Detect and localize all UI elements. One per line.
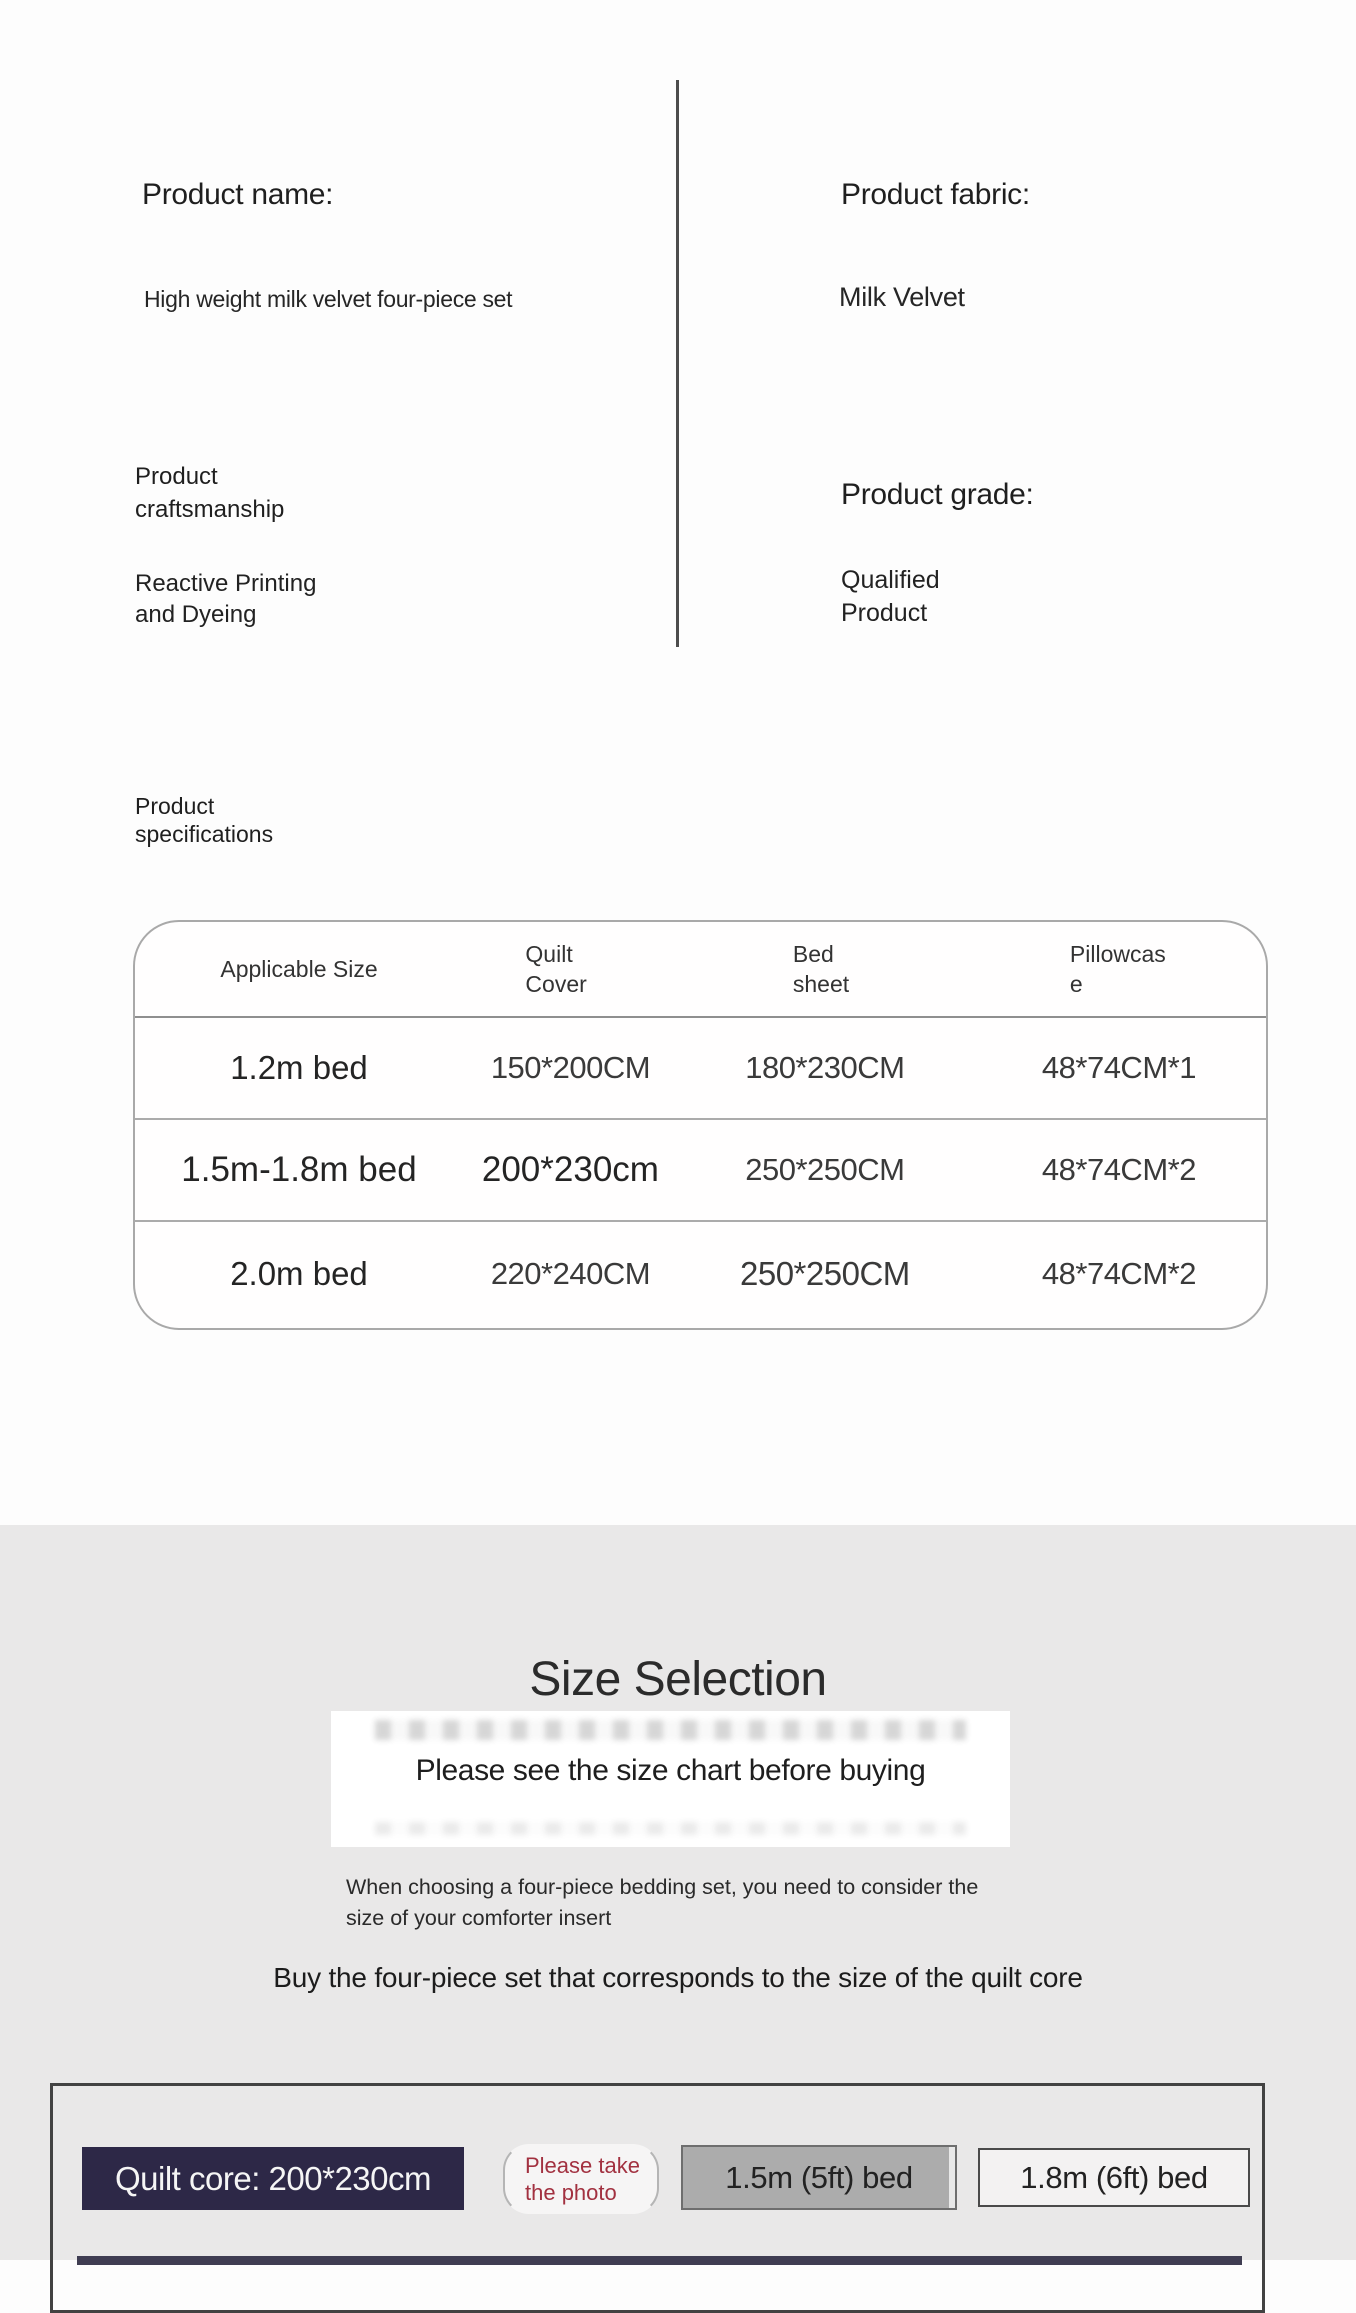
table-row [135, 1018, 1266, 1120]
cell-bed-sheet: 250*250CM [745, 1152, 905, 1187]
cell-size: 1.2m bed [230, 1049, 368, 1086]
product-name-value: High weight milk velvet four-piece set [144, 286, 513, 312]
header-pillowcase: Pillowcase [1069, 941, 1166, 997]
size-chart-notice-box [331, 1711, 1010, 1847]
erased-text-artifact [375, 1720, 966, 1740]
cell-quilt-cover: 200*230cm [481, 1150, 659, 1189]
cell-bed-sheet: 250*250CM [739, 1255, 910, 1292]
cell-pillowcase: 48*74CM*2 [1041, 1256, 1196, 1291]
size-chart-notice: Please see the size chart before buying [415, 1754, 926, 1787]
table-row [135, 1120, 1266, 1222]
product-grade-label: Product grade: [841, 478, 1034, 511]
photo-hint-text: Please take the photo [525, 2153, 640, 2205]
size-selection-title: Size Selection [529, 1653, 827, 1706]
bed-option-1-8m-button[interactable]: 1.8m (6ft) bed [978, 2148, 1250, 2207]
product-craftsmanship-label: Product craftsmanship [135, 463, 285, 523]
cell-bed-sheet: 180*230CM [745, 1050, 905, 1085]
bed-option-1-5m-button[interactable]: 1.5m (5ft) bed [681, 2145, 957, 2210]
header-bed-sheet: Bed sheet [792, 941, 850, 997]
column-divider [676, 80, 679, 647]
spec-table-header-row [135, 922, 1266, 1018]
spec-table [133, 920, 1268, 1330]
product-fabric-value: Milk Velvet [839, 282, 965, 312]
cell-quilt-cover: 150*200CM [490, 1050, 651, 1085]
cell-size: 1.5m-1.8m bed [181, 1150, 417, 1189]
header-quilt-cover: Quilt Cover [525, 941, 587, 997]
cell-pillowcase: 48*74CM*1 [1041, 1050, 1196, 1085]
cell-size: 2.0m bed [230, 1255, 368, 1292]
product-fabric-label: Product fabric: [841, 178, 1030, 211]
product-name-label: Product name: [142, 178, 334, 211]
size-option-box [50, 2083, 1265, 2313]
partially-visible-next-row [77, 2256, 1242, 2265]
cell-pillowcase: 48*74CM*2 [1041, 1152, 1196, 1187]
product-specifications-label: Product specifications [135, 793, 274, 847]
table-row [135, 1222, 1266, 1326]
comforter-note: When choosing a four-piece bedding set, you need to consider the size of your comforter insert [346, 1875, 979, 1930]
erased-text-artifact [375, 1822, 966, 1835]
cell-quilt-cover: 220*240CM [490, 1256, 651, 1291]
product-grade-value: Qualified Product [841, 566, 940, 627]
photo-hint-badge [503, 2144, 659, 2214]
quilt-core-option-button[interactable]: Quilt core: 200*230cm [82, 2147, 464, 2210]
buy-instruction: Buy the four-piece set that corresponds to the size of the quilt core [273, 1962, 1083, 1993]
header-applicable-size: Applicable Size [220, 956, 378, 982]
product-craftsmanship-value: Reactive Printing and Dyeing [135, 570, 317, 628]
